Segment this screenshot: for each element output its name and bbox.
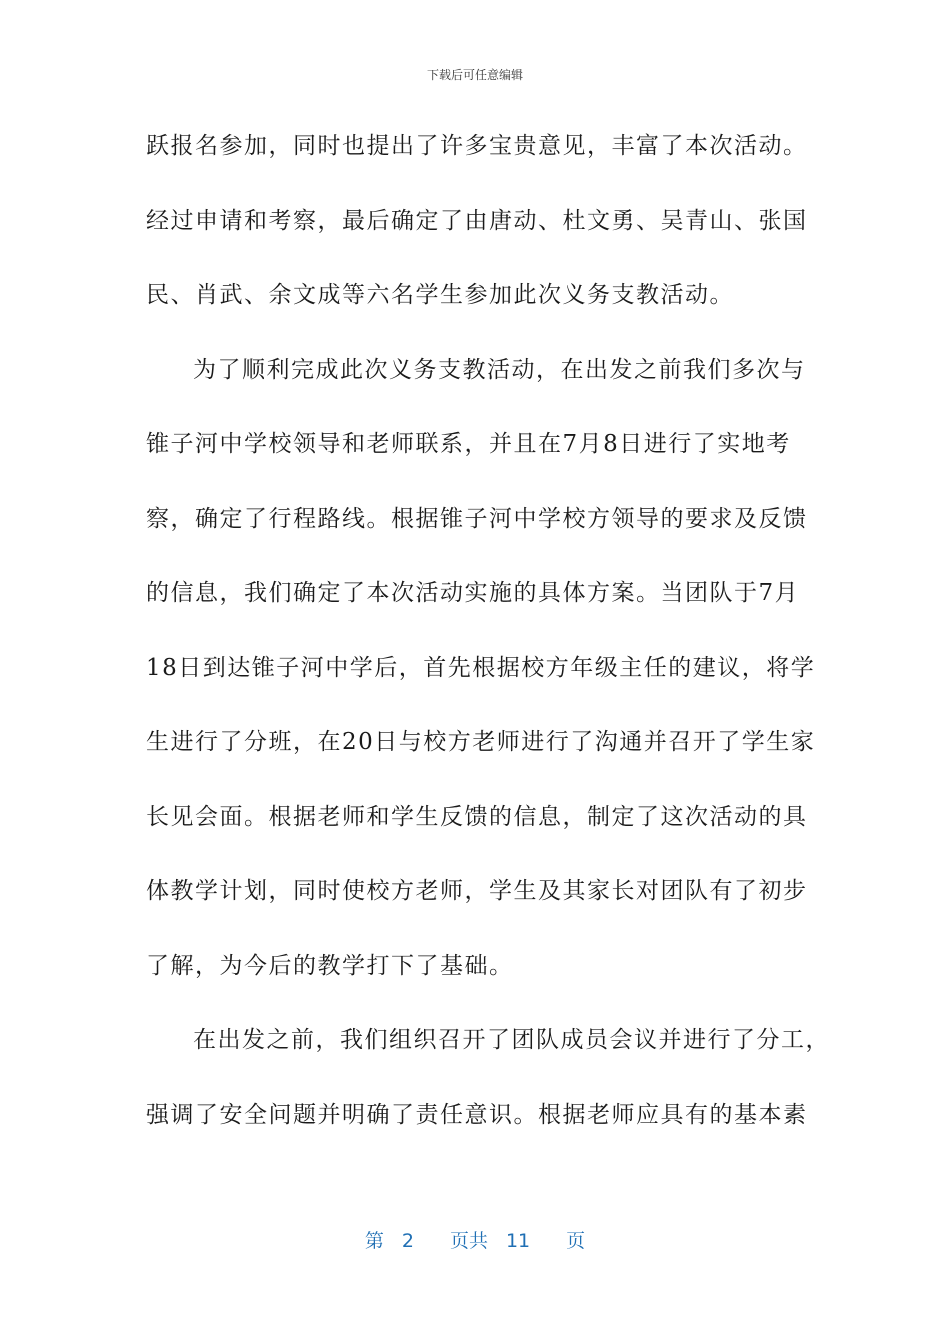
total-page-number: 11 <box>505 1230 531 1252</box>
text-line: 锥子河中学校领导和老师联系，并且在7月8日进行了实地考 <box>146 431 791 457</box>
page-footer <box>0 1226 950 1253</box>
text-line: 强调了安全问题并明确了责任意识。根据老师应具有的基本素 <box>146 1101 808 1128</box>
footer-suffix: 页 <box>566 1230 586 1252</box>
document-body <box>146 126 830 1169</box>
text-line: 体教学计划，同时使校方老师，学生及其家长对团队有了初步 <box>146 878 808 904</box>
text-line: 跃报名参加，同时也提出了许多宝贵意见，丰富了本次活动。 <box>146 133 808 159</box>
footer-middle: 页共 <box>449 1230 488 1252</box>
paragraph-start-line: 在出发之前，我们组织召开了团队成员会议并进行了分工， <box>193 1027 830 1053</box>
text-line: 生进行了分班，在20日与校方老师进行了沟通并召开了学生家 <box>146 729 816 755</box>
page-header: 下载后可任意编辑 <box>426 68 523 82</box>
text-line: 经过申请和考察，最后确定了由唐动、杜文勇、吴青山、张国 <box>146 207 808 234</box>
text-line: 民、肖武、余文成等六名学生参加此次义务支教活动。 <box>146 282 734 308</box>
text-line: 的信息，我们确定了本次活动实施的具体方案。当团队于7月 <box>146 580 800 606</box>
text-line: 察，确定了行程路线。根据锥子河中学校方领导的要求及反馈 <box>146 505 808 532</box>
text-line: 18日到达锥子河中学后，首先根据校方年级主任的建议，将学 <box>146 654 816 681</box>
footer-prefix: 第 <box>364 1230 384 1252</box>
text-line: 长见会面。根据老师和学生反馈的信息，制定了这次活动的具 <box>146 803 808 830</box>
paragraph-start-line: 为了顺利完成此次义务支教活动，在出发之前我们多次与 <box>193 356 806 383</box>
current-page-number: 2 <box>401 1230 414 1252</box>
text-line: 了解，为今后的教学打下了基础。 <box>146 952 514 979</box>
